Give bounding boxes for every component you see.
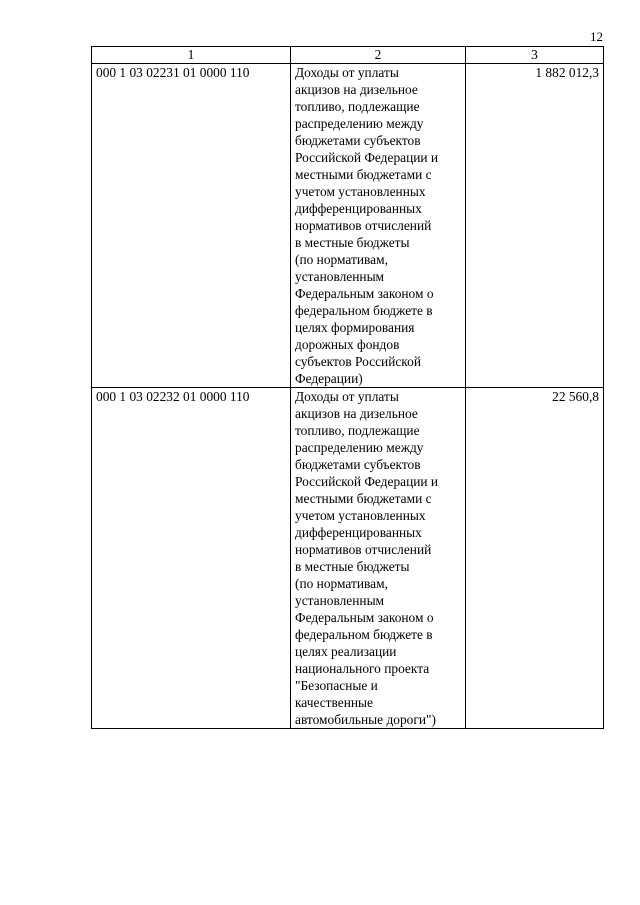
revenue-name-line: национального проекта [295,661,430,676]
revenue-name-line: Российской Федерации и [295,150,439,165]
revenue-name-line: Доходы от уплаты [295,65,399,80]
revenue-name-line: (по нормативам, [295,576,388,591]
amount-cell: 1 882 012,3 [466,64,604,388]
revenue-name-line: учетом установленных [295,184,426,199]
revenue-name-line: Доходы от уплаты [295,389,399,404]
column-header-3: 3 [466,47,604,64]
revenue-name-line: бюджетами субъектов [295,457,421,472]
revenue-name-cell [291,64,466,388]
table-row [92,388,604,729]
revenue-name-line: целях формирования [295,320,415,335]
revenue-name-line: установленным [295,269,385,284]
revenue-name-line: установленным [295,593,385,608]
table-header-row [92,47,604,64]
revenue-name-line: нормативов отчислений [295,542,432,557]
revenue-name-line: учетом установленных [295,508,426,523]
revenue-name-line: качественные [295,695,373,710]
revenue-name-line: топливо, подлежащие [295,423,420,438]
revenue-name-line: целях реализации [295,644,397,659]
revenue-name-line: топливо, подлежащие [295,99,420,114]
revenue-name-line: субъектов Российской [295,354,421,369]
revenue-name-line: акцизов на дизельное [295,82,418,97]
revenue-name-line: Федеральным законом о [295,610,434,625]
revenue-name-line: бюджетами субъектов [295,133,421,148]
revenue-name-line: автомобильные дороги") [295,712,436,727]
budget-code-cell: 000 1 03 02231 01 0000 110 [92,64,291,388]
column-header-1: 1 [92,47,291,64]
revenue-name-line: распределению между [295,116,424,131]
column-header-2: 2 [291,47,466,64]
revenue-name-line: Федерации) [295,371,363,386]
revenue-name-line: дорожных фондов [295,337,400,352]
revenue-name-line: федеральном бюджете в [295,303,433,318]
revenue-name-line: нормативов отчислений [295,218,432,233]
revenue-name-cell [291,388,466,729]
revenue-name-line: (по нормативам, [295,252,388,267]
revenue-name-line: местными бюджетами с [295,491,432,506]
revenue-name-line: распределению между [295,440,424,455]
revenue-name-line: Российской Федерации и [295,474,439,489]
budget-code-cell: 000 1 03 02232 01 0000 110 [92,388,291,729]
revenue-name-line: "Безопасные и [295,678,378,693]
revenue-name-line: федеральном бюджете в [295,627,433,642]
revenue-name-line: дифференцированных [295,201,422,216]
table-row [92,64,604,388]
page-number: 12 [590,29,603,44]
revenue-name-line: местными бюджетами с [295,167,432,182]
table-body [92,64,604,729]
revenue-table [91,46,604,729]
revenue-name-line: в местные бюджеты [295,559,410,574]
amount-cell: 22 560,8 [466,388,604,729]
revenue-name-line: дифференцированных [295,525,422,540]
revenue-name-line: акцизов на дизельное [295,406,418,421]
revenue-name-line: Федеральным законом о [295,286,434,301]
revenue-name-line: в местные бюджеты [295,235,410,250]
